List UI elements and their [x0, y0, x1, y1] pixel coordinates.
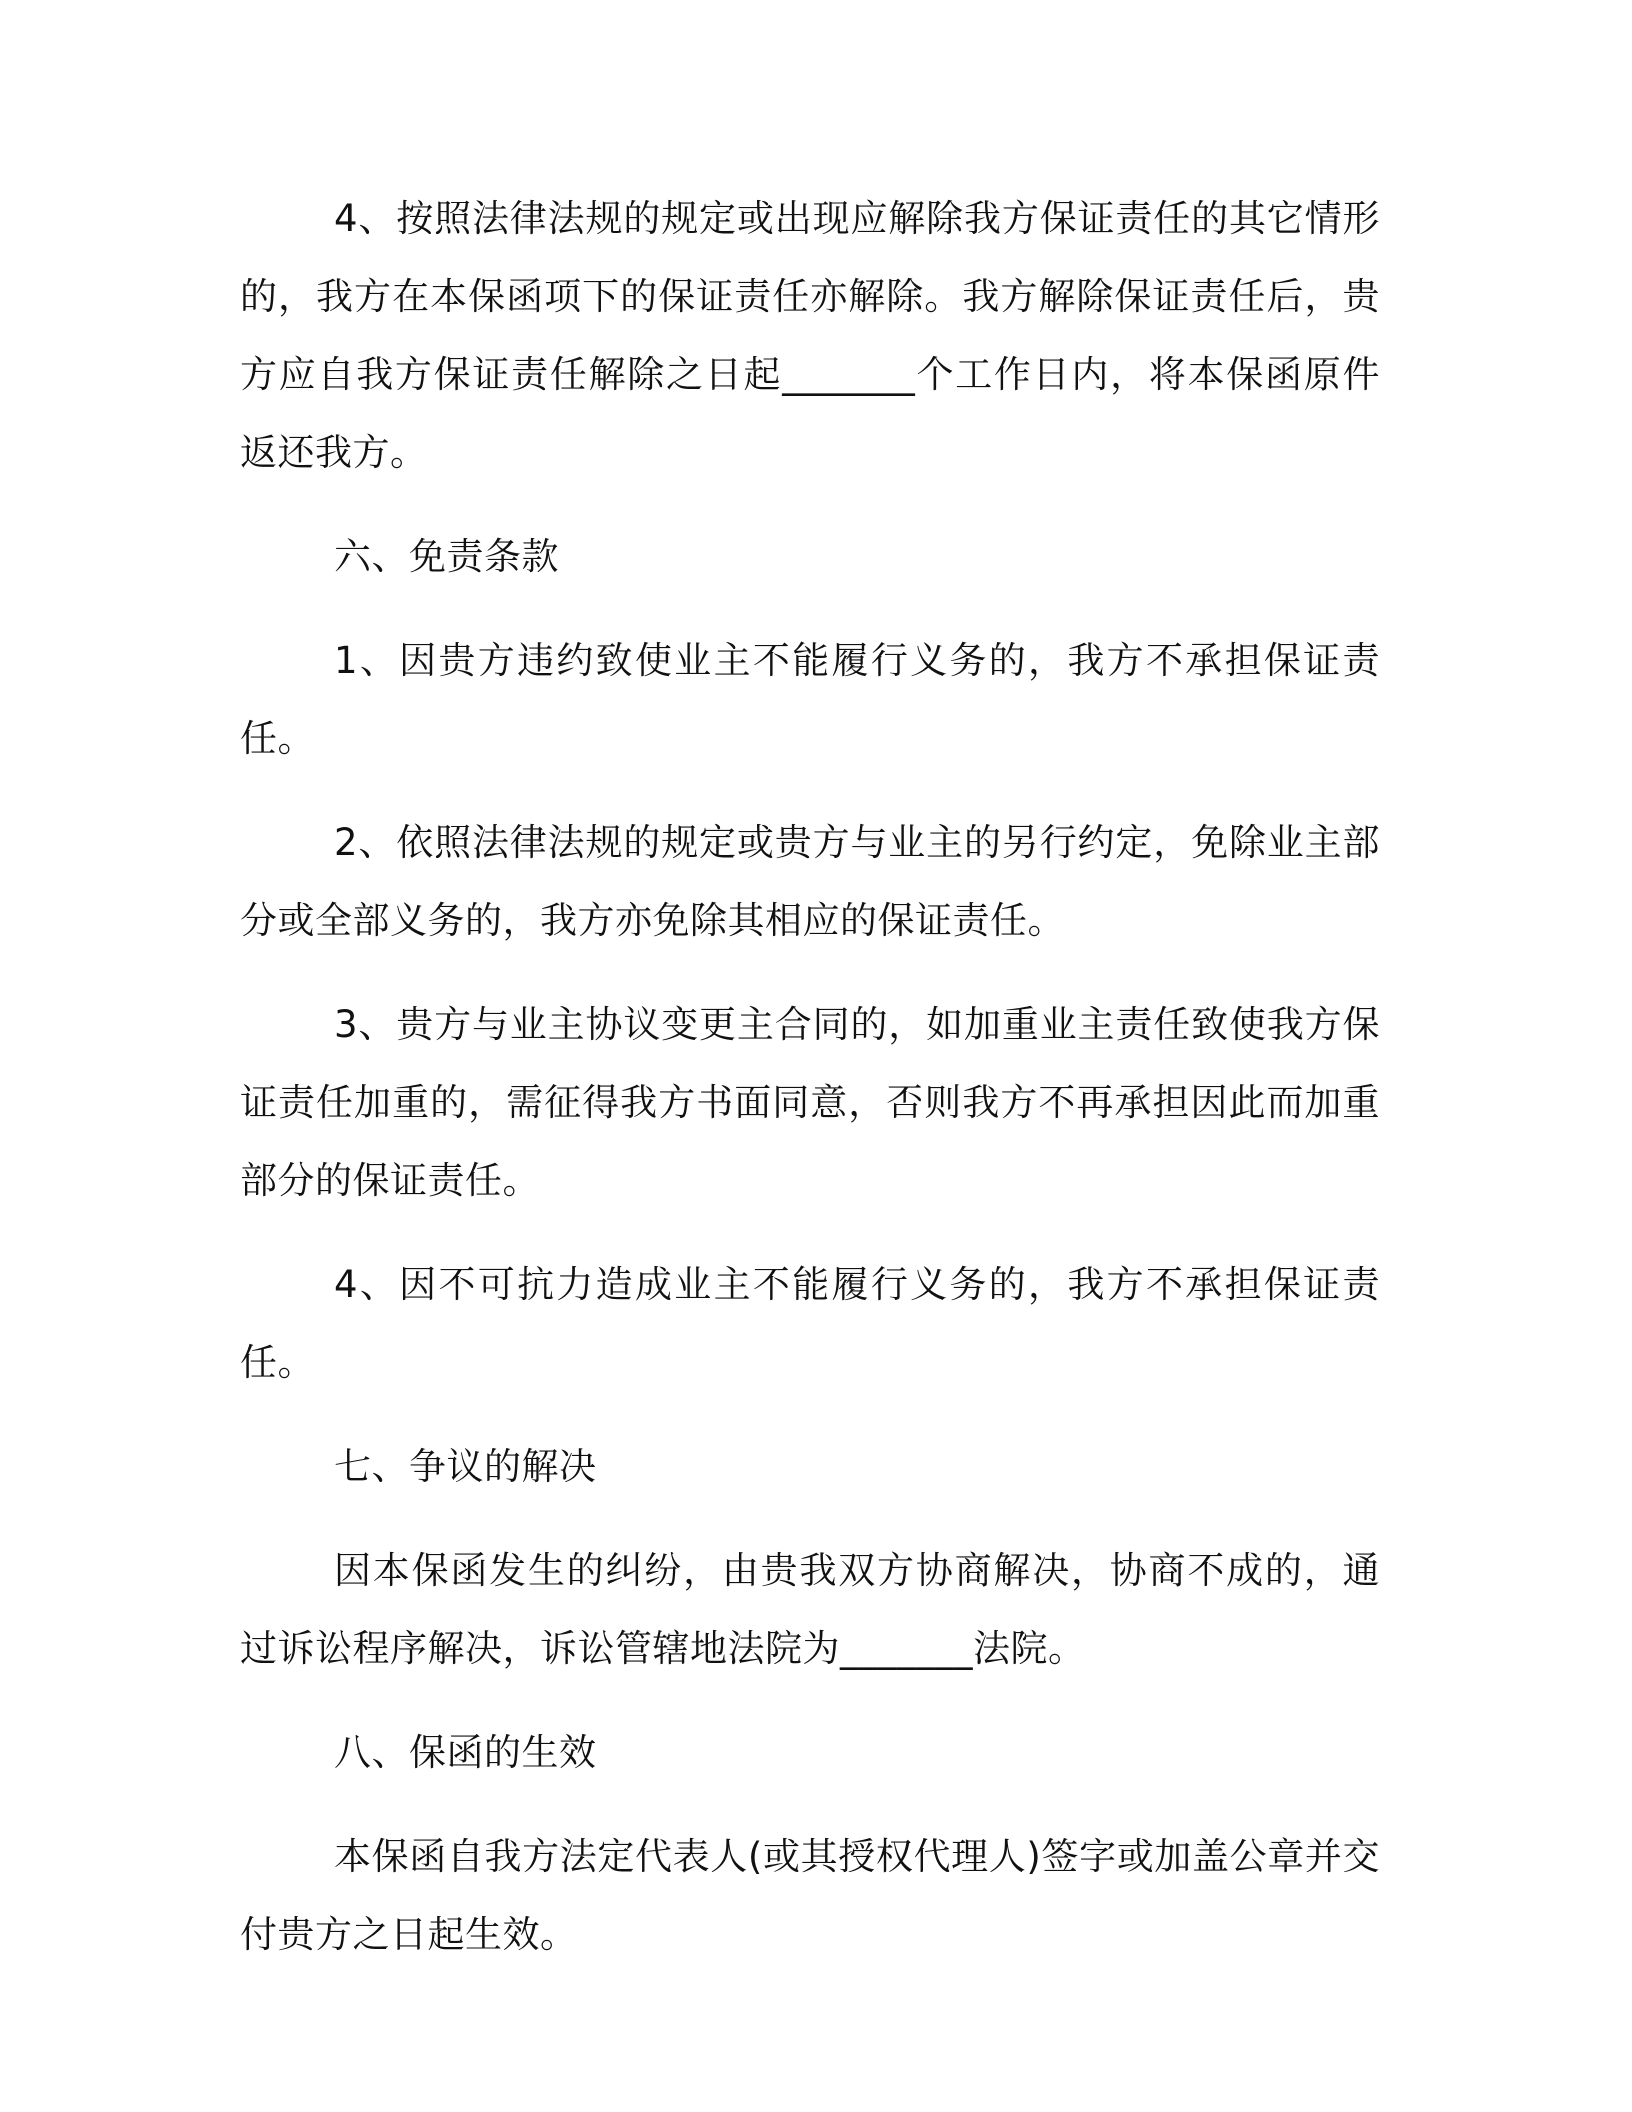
- paragraph-guarantee-release: 4、按照法律法规的规定或出现应解除我方保证责任的其它情形的，我方在本保函项下的保证责任亦解除。我方解除保证责任后，贵方应自我方保证责任解除之日起_______个工作日内，将本保函原件返还我方。: [240, 197, 1380, 474]
- heading-exemption-clauses: 六、免责条款: [334, 535, 559, 578]
- paragraph-exemption-2: 2、依照法律法规的规定或贵方与业主的另行约定，免除业主部分或全部义务的，我方亦免除其相应的保证责任。: [240, 821, 1380, 942]
- paragraph-effectiveness: 本保函自我方法定代表人(或其授权代理人)签字或加盖公章并交付贵方之日起生效。: [240, 1835, 1380, 1956]
- paragraph-dispute-resolution: 因本保函发生的纠纷，由贵我双方协商解决，协商不成的，通过诉讼程序解决，诉讼管辖地法院为_______法院。: [240, 1549, 1380, 1670]
- heading-effectiveness: 八、保函的生效: [334, 1731, 597, 1774]
- paragraph-exemption-1: 1、因贵方违约致使业主不能履行义务的，我方不承担保证责任。: [240, 639, 1380, 760]
- paragraph-exemption-4: 4、因不可抗力造成业主不能履行义务的，我方不承担保证责任。: [240, 1263, 1380, 1384]
- paragraph-exemption-3: 3、贵方与业主协议变更主合同的，如加重业主责任致使我方保证责任加重的，需征得我方书面同意，否则我方不再承担因此而加重部分的保证责任。: [240, 1003, 1380, 1202]
- heading-dispute-resolution: 七、争议的解决: [334, 1445, 597, 1488]
- document-body: [240, 180, 1380, 2000]
